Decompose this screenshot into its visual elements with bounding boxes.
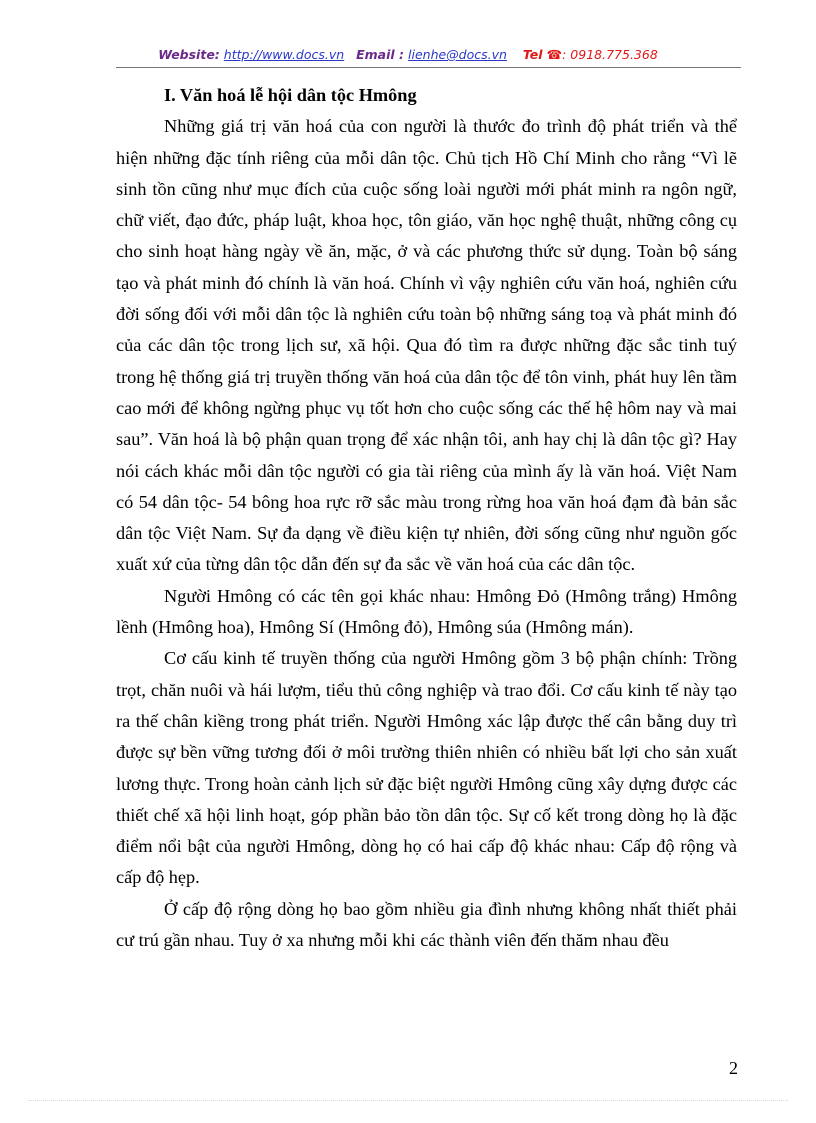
page-number: 2 xyxy=(729,1058,738,1078)
paragraph: Cơ cấu kinh tế truyền thống của người Hmông gồm 3 bộ phận chính: Trồng trọt, chăn nuôi và hái lượm, tiểu thủ công nghiệp và trao đổi. Cơ cấu kinh tế này tạo ra thế chân kiềng trong phát triển. Người Hmông xác lập được thế cân bằng duy trì được sự bền vững tương đối ở môi trường thiên nhiên có nhiều bất lợi cho sản xuất lương thực. Trong hoàn cảnh lịch sử đặc biệt người Hmông cũng xây dựng được các thiết chế xã hội linh hoạt, góp phần bảo tồn dân tộc. Sự cố kết trong dòng họ là đặc điểm nổi bật của người Hmông, dòng họ có hai cấp độ khác nhau: Cấp độ rộng và cấp độ hẹp. xyxy=(116,648,737,888)
header-divider xyxy=(116,67,741,68)
phone-number: : 0918.775.368 xyxy=(562,47,658,62)
page-bottom-divider xyxy=(28,1100,788,1101)
paragraph: Người Hmông có các tên gọi khác nhau: Hmông Đỏ (Hmông trắng) Hmông lềnh (Hmông hoa), Hmông Sí (Hmông đỏ), Hmông súa (Hmông mán). xyxy=(116,585,737,638)
document-body xyxy=(116,80,737,956)
page-header xyxy=(0,47,816,62)
email-link[interactable]: lienhe@docs.vn xyxy=(408,47,507,62)
website-label: Website: xyxy=(158,47,220,62)
section-heading: I. Văn hoá lễ hội dân tộc Hmông xyxy=(164,85,417,105)
paragraph: Ở cấp độ rộng dòng họ bao gồm nhiều gia đình nhưng không nhất thiết phải cư trú gần nhau. Tuy ở xa nhưng mỗi khi các thành viên đến thăm nhau đều xyxy=(116,898,737,951)
paragraph: Những giá trị văn hoá của con người là thước đo trình độ phát triển và thể hiện những đặc tính riêng của mỗi dân tộc. Chủ tịch Hồ Chí Minh cho rằng “Vì lẽ sinh tồn cũng như mục đích của cuộc sống loài người mới phát minh ra ngôn ngữ, chữ viết, đạo đức, pháp luật, khoa học, tôn giáo, văn học nghệ thuật, những công cụ cho sinh hoạt hàng ngày về ăn, mặc, ở và các phương thức sử dụng. Toàn bộ sáng tạo và phát minh đó chính là văn hoá. Chính vì vậy nghiên cứu văn hoá, nghiên cứu đời sống đối với mỗi dân tộc là nghiên cứu toàn bộ những sáng toạ và phát minh đó của các dân tộc trong lịch sư, xã hội. Qua đó tìm ra được những đặc sắc tinh tuý trong hệ thống giá trị truyền thống văn hoá của dân tộc để tôn vinh, phát huy lên tầm cao mới để không ngừng phục vụ tốt hơn cho cuộc sống các thế hệ hôm nay và mai sau”. Văn hoá là bộ phận quan trọng để xác nhận tôi, anh hay chị là dân tộc gì? Hay nói cách khác mỗi dân tộc người có gia tài riêng của mình ấy là văn hoá. Việt Nam có 54 dân tộc- 54 bông hoa rực rỡ sắc màu trong rừng hoa văn hoá đạm đà bản sắc dân tộc Việt Nam. Sự đa dạng về điều kiện tự nhiên, đời sống cũng như nguồn gốc xuất xứ của từng dân tộc dẫn đến sự đa sắc về văn hoá của các dân tộc. xyxy=(116,116,737,575)
phone-icon: ☎ xyxy=(546,47,563,62)
email-label: Email : xyxy=(356,47,405,62)
website-link[interactable]: http://www.docs.vn xyxy=(223,47,345,62)
tel-label: Tel xyxy=(522,47,543,62)
